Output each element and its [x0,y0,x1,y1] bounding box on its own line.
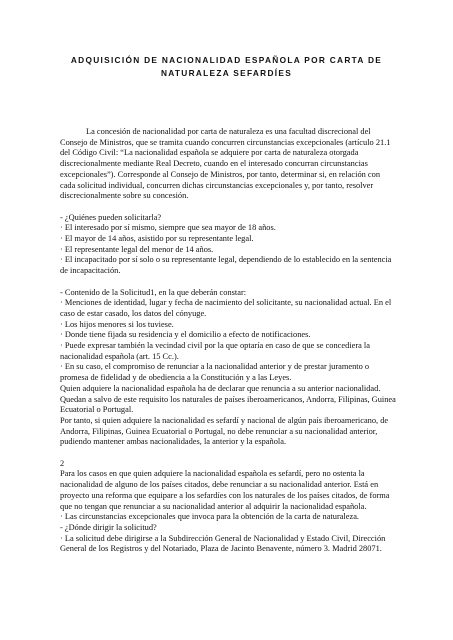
paragraph: Quien adquiere la nacionalidad española ha de declarar que renuncia a su anterior nacionalidad. Quedan a salvo de este requisito los naturales de países iberoamericanos, Andorra, Filipinas, Guinea Ecuatorial o Portugal. [60,383,396,415]
list-item: · En su caso, el compromiso de renunciar a la nacionalidad anterior y de prestar juramento o promesa de fidelidad y de obediencia a la Constitución y a las Leyes. [60,362,370,383]
document-title [60,54,393,80]
list-item: · El interesado por sí mismo, siempre que sea mayor de 18 años. [60,223,276,233]
footnote-number: 2 [60,458,65,468]
list-item: · Las circunstancias excepcionales que invoca para la obtención de la carta de naturaleza. [60,512,360,522]
list-item: · El representante legal del menor de 14 años. [60,244,214,254]
title-line-1: ADQUISICIÓN DE NACIONALIDAD ESPAÑOLA POR CARTA DE [70,55,383,65]
list-item: · La solicitud debe dirigirse a la Subdirección General de Nacionalidad y Estado Civil, Dirección General de los Registros y del Notariado, Plaza de Jacinto Benavente, número 3. Madrid 28071. [60,533,386,554]
list-item: · Menciones de identidad, lugar y fecha de nacimiento del solicitante, su nacionalidad actual. En el caso de estar casado, los datos del cónyuge. [60,298,392,318]
spacer [60,448,396,459]
document-body [60,127,396,555]
list-item: · El mayor de 14 años, asistido por su representante legal. [60,234,254,244]
spacer [60,277,396,288]
spacer [60,202,396,213]
title-line-2: NATURALEZA SEFARDÍES [160,68,293,78]
footnote-text: Para los casos en que quien adquiere la nacionalidad española es sefardí, pero no ostenta la nacionalidad de alguno de los países citados, debe renunciar a su nacionalidad anterior. Está en proyecto una reforma que equipare a los sefardíes con los naturales de los países citados, de forma que no tengan que renunciar a su nacionalidad anterior al adquirir la nacionalidad española. [60,469,390,511]
contenido-heading: - Contenido de la Solicitud1, en la que deberán constar: [60,287,247,297]
list-item: · Puede expresar también la vecindad civil por la que optaría en caso de que se concediera la nacionalidad española (art. 15 Cc.). [60,341,370,361]
quienes-heading: - ¿Quiénes pueden solicitarla? [60,212,162,222]
paragraph: Por tanto, si quien adquiere la nacionalidad es sefardí y nacional de algún país iberoamericano, de Andorra, Filipinas, Guinea Ecuatorial o Portugal, no debe renunciar a su nacionalidad anterior, pudiendo mantener ambas nacionalidades, la anterior y la española. [60,415,389,447]
list-item: · Los hijos menores si los tuviese. [60,319,174,329]
list-item: · El incapacitado por sí solo o su representante legal, dependiendo de lo establecido en la sentencia de incapacitación. [60,255,392,276]
dirigir-heading: - ¿Dónde dirigir la solicitud? [60,522,157,532]
intro-paragraph: La concesión de nacionalidad por carta de naturaleza es una facultad discrecional del Consejo de Ministros, que se tramita cuando concurren circunstancias excepcionales (artículo 21.1 del Código Civil: “La nacionalidad española se adquiere por carta de naturaleza otorgada discrecionalmente mediante Real Decreto, cuando en el interesado concurran circunstancias excepcionales”). Corresponde al Consejo de Ministros, por tanto, determinar si, en relación con cada solicitud individual, concurren dichas circunstancias excepcionales y, por tanto, resolver discrecionalmente sobre su concesión. [60,127,391,201]
list-item: · Donde tiene fijada su residencia y el domicilio a efecto de notificaciones. [60,330,311,340]
